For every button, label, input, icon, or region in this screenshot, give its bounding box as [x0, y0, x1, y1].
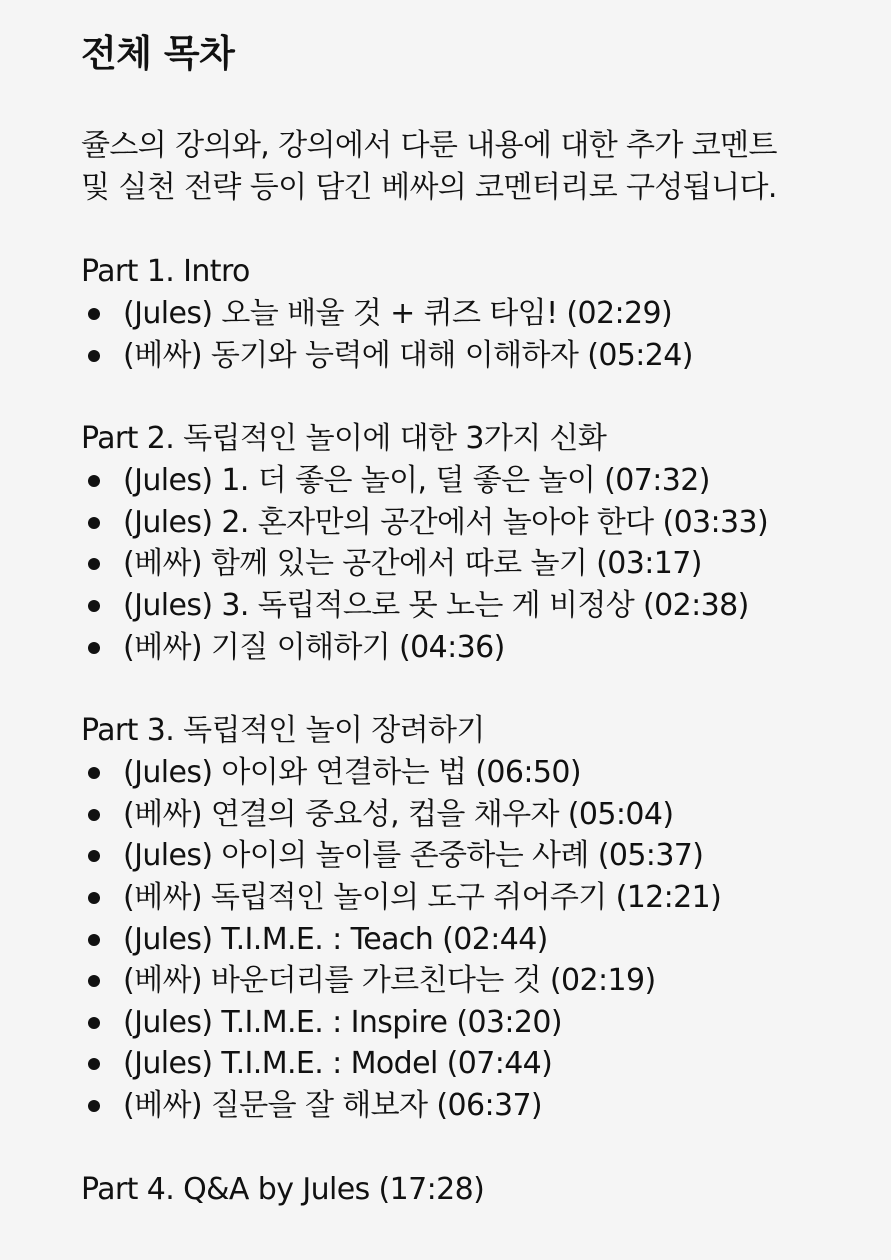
list-item [81, 502, 871, 544]
section-part-3 [81, 710, 871, 1126]
list-item-text: (Jules) T.I.M.E. : Model (07:44) [123, 1046, 553, 1082]
list-item [81, 877, 871, 919]
list-item-text: (Jules) 아이의 놀이를 존중하는 사례 (05:37) [123, 838, 704, 874]
list-item-text: (Jules) 1. 더 좋은 놀이, 덜 좋은 놀이 (07:32) [123, 463, 710, 499]
section-part-2 [81, 418, 871, 668]
bullet-icon [88, 1017, 100, 1029]
list-item [81, 293, 871, 335]
list-item-text: (베싸) 동기와 능력에 대해 이해하자 (05:24) [123, 337, 693, 373]
table-of-contents [81, 28, 871, 1211]
section-title: Part 2. 독립적인 놀이에 대한 3가지 신화 [81, 421, 607, 457]
list-item-text: (Jules) 2. 혼자만의 공간에서 놀아야 한다 (03:33) [123, 504, 769, 540]
bullet-icon [88, 475, 100, 487]
section-title: Part 4. Q&A by Jules (17:28) [81, 1171, 485, 1207]
bullet-icon [88, 1100, 100, 1112]
list-item [81, 335, 871, 377]
list-item-text: (Jules) T.I.M.E. : Inspire (03:20) [123, 1004, 563, 1040]
page-title: 전체 목차 [81, 32, 235, 75]
list-item [81, 543, 871, 585]
bullet-icon [88, 1058, 100, 1070]
intro-paragraph [81, 125, 871, 209]
bullet-icon [88, 767, 100, 779]
bullet-icon [88, 558, 100, 570]
bullet-icon [88, 892, 100, 904]
list-item [81, 1002, 871, 1044]
bullet-icon [88, 975, 100, 987]
list-item [81, 835, 871, 877]
section-part-4 [81, 1169, 871, 1211]
bullet-icon [88, 850, 100, 862]
section-part-1 [81, 251, 871, 376]
list-item [81, 460, 871, 502]
section-item-list [81, 293, 871, 376]
list-item-text: (Jules) 3. 독립적으로 못 노는 게 비정상 (02:38) [123, 587, 749, 623]
section-title: Part 3. 독립적인 놀이 장려하기 [81, 713, 485, 749]
list-item-text: (베싸) 연결의 중요성, 컵을 채우자 (05:04) [123, 796, 674, 832]
intro-line: 쥴스의 강의와, 강의에서 다룬 내용에 대한 추가 코멘트 [81, 128, 777, 163]
section-title: Part 1. Intro [81, 254, 250, 289]
list-item-text: (베싸) 함께 있는 공간에서 따로 놀기 (03:17) [123, 546, 702, 582]
section-item-list [81, 460, 871, 668]
bullet-icon [88, 308, 100, 320]
bullet-icon [88, 809, 100, 821]
bullet-icon [88, 517, 100, 529]
list-item [81, 960, 871, 1002]
list-item-text: (Jules) 오늘 배울 것 + 퀴즈 타임! (02:29) [123, 296, 673, 331]
section-item-list [81, 752, 871, 1126]
list-item [81, 585, 871, 627]
bullet-icon [88, 642, 100, 654]
list-item-text: (베싸) 질문을 잘 해보자 (06:37) [123, 1087, 543, 1123]
list-item-text: (베싸) 바운더리를 가르친다는 것 (02:19) [123, 963, 656, 999]
list-item [81, 627, 871, 669]
list-item [81, 1043, 871, 1085]
bullet-icon [88, 934, 100, 946]
bullet-icon [88, 600, 100, 612]
list-item [81, 752, 871, 794]
intro-line: 및 실천 전략 등이 담긴 베싸의 코멘터리로 구성됩니다. [81, 170, 777, 205]
list-item-text: (베싸) 독립적인 놀이의 도구 쥐어주기 (12:21) [123, 879, 722, 915]
list-item [81, 794, 871, 836]
list-item [81, 1085, 871, 1127]
list-item-text: (Jules) 아이와 연결하는 법 (06:50) [123, 755, 581, 791]
list-item-text: (베싸) 기질 이해하기 (04:36) [123, 629, 505, 665]
list-item [81, 919, 871, 961]
list-item-text: (Jules) T.I.M.E. : Teach (02:44) [123, 921, 548, 957]
bullet-icon [88, 350, 100, 362]
